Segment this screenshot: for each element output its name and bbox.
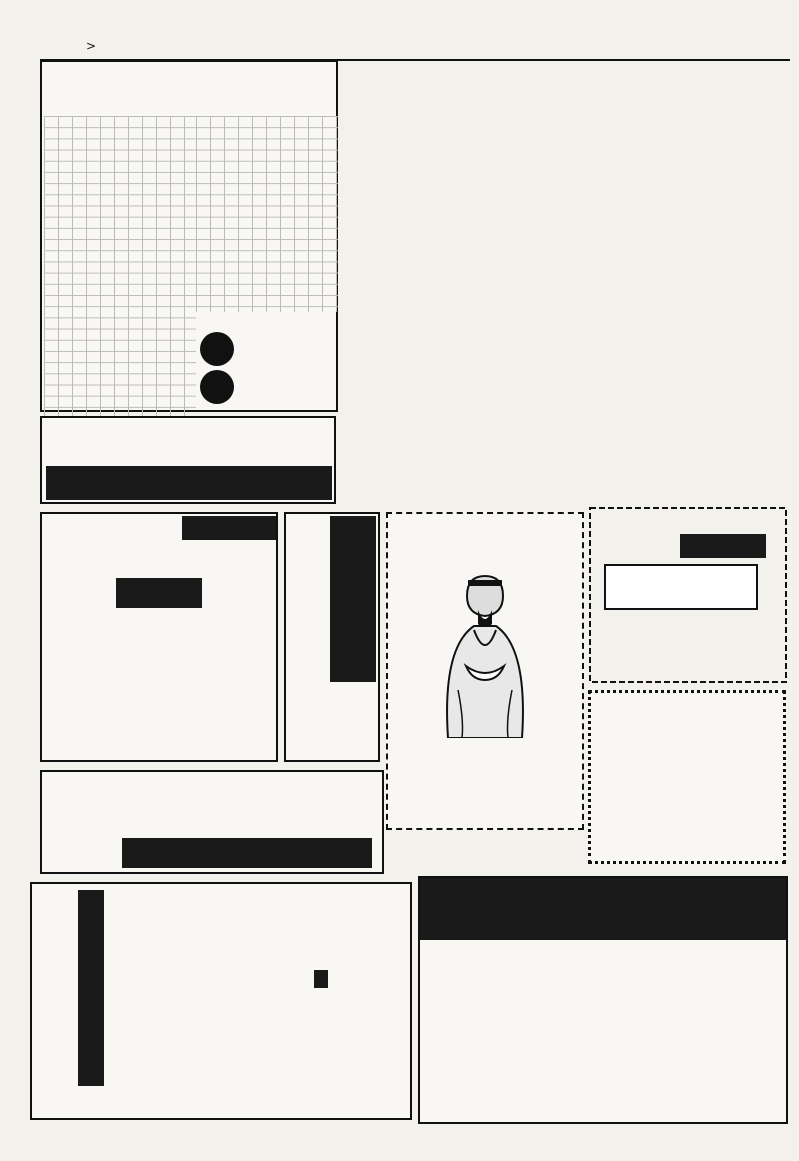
mark6-block: [30, 882, 412, 1120]
battle-number: [604, 564, 758, 610]
slogan-block: [40, 416, 336, 504]
battle-subtitle-bot: [680, 534, 766, 558]
mark6-nums: [112, 966, 308, 1106]
saint-block: [386, 512, 584, 830]
money-grid: [86, 774, 382, 834]
double-block: [284, 512, 380, 762]
money-footer: [122, 838, 372, 868]
hundred-tail: [116, 578, 202, 608]
miracle-title: [420, 878, 786, 940]
page-header: [40, 33, 790, 61]
mid-table: [196, 116, 338, 312]
saint-grid: [396, 766, 574, 828]
sky-title: [597, 701, 783, 739]
hundred-block: [40, 512, 278, 762]
miracle-block: [418, 876, 788, 1124]
mark6-side: [78, 890, 104, 1086]
double-column: [330, 516, 376, 682]
slogan-chars: [48, 424, 332, 464]
mark6-side-label: [314, 970, 328, 988]
sage-figure-icon: [428, 570, 542, 738]
publisher-box: [182, 516, 276, 540]
left-table: [44, 116, 196, 416]
pair-a: [200, 332, 234, 366]
mark6-note: [330, 970, 410, 1080]
money-block: [40, 770, 384, 874]
section-label: >: [86, 39, 97, 53]
exclusive-block: [40, 60, 338, 412]
pair-circles: [200, 332, 260, 412]
battle-block: [588, 506, 788, 684]
slogan-numbers: [46, 466, 332, 500]
sky-block: [588, 690, 786, 864]
pair-b: [200, 370, 234, 404]
